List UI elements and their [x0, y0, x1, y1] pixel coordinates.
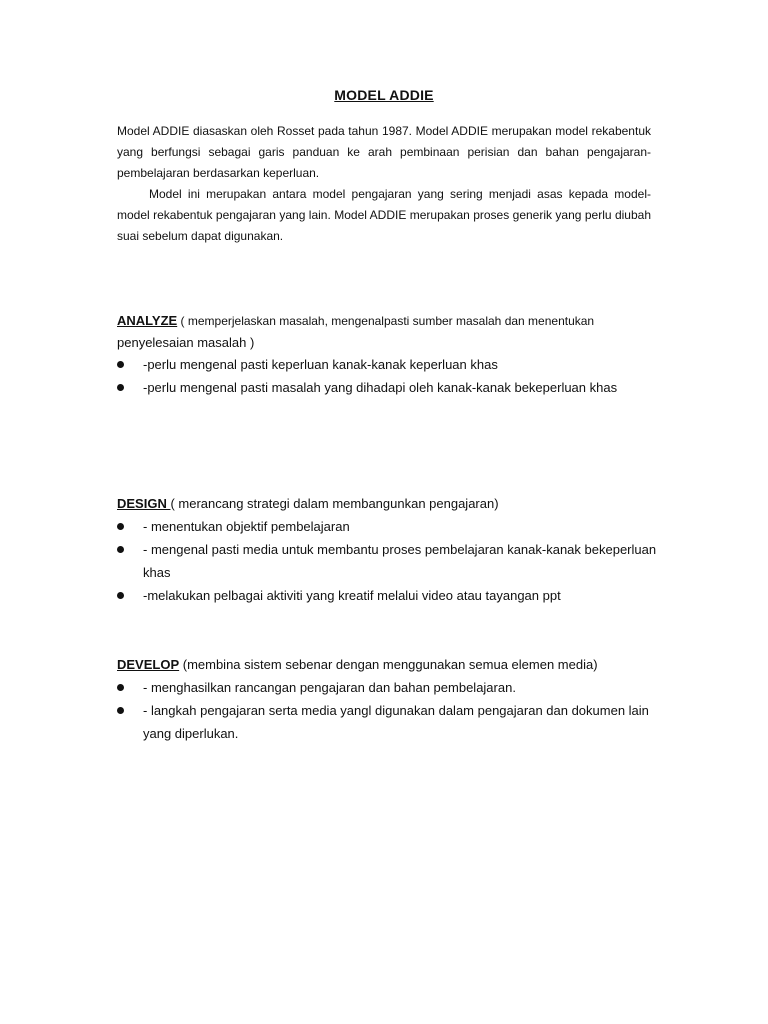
- section-design: [117, 493, 657, 607]
- list-item: [117, 676, 657, 699]
- section-analyze-heading: [117, 310, 657, 353]
- section-develop-list: [117, 676, 657, 745]
- list-item: [117, 538, 657, 584]
- bullet-icon: [117, 361, 124, 368]
- section-analyze: [117, 310, 657, 399]
- section-analyze-description-line2: penyelesaian masalah ): [117, 335, 255, 350]
- section-design-heading: [117, 493, 657, 515]
- bullet-icon: [117, 707, 124, 714]
- section-analyze-list: [117, 353, 657, 399]
- section-develop-label: DEVELOP: [117, 657, 180, 672]
- list-item: [117, 699, 657, 745]
- section-design-list: [117, 515, 657, 607]
- list-item: [117, 376, 657, 399]
- section-develop-heading: [117, 654, 657, 676]
- page-title: MODEL ADDIE: [334, 87, 434, 103]
- list-item-text: - langkah pengajaran serta media yangl digunakan dalam pengajaran dan dokumen lain yang diperlukan.: [143, 703, 649, 741]
- section-develop: [117, 654, 657, 745]
- bullet-icon: [117, 523, 124, 530]
- section-analyze-description-line1: ( memperjelaskan masalah, mengenalpasti sumber masalah dan menentukan: [177, 314, 595, 328]
- list-item-text: -perlu mengenal pasti masalah yang dihadapi oleh kanak-kanak bekeperluan khas: [143, 380, 618, 395]
- list-item: [117, 515, 657, 538]
- list-item-text: - mengenal pasti media untuk membantu proses pembelajaran kanak-kanak bekeperluan khas: [143, 542, 657, 580]
- bullet-icon: [117, 546, 124, 553]
- intro-paragraph-2: Model ini merupakan antara model pengajaran yang sering menjadi asas kepada model-model rekabentuk pengajaran yang lain. Model ADDIE merupakan proses generik yang perlu diubah suai sebelum dapat digunakan.: [117, 187, 651, 243]
- section-design-label: DESIGN: [117, 496, 171, 511]
- bullet-icon: [117, 684, 124, 691]
- list-item-text: - menentukan objektif pembelajaran: [143, 519, 350, 534]
- section-design-description: ( merancang strategi dalam membangunkan pengajaran): [170, 496, 499, 511]
- list-item: [117, 584, 657, 607]
- intro-paragraph-1: Model ADDIE diasaskan oleh Rosset pada tahun 1987. Model ADDIE merupakan model rekabentuk yang berfungsi sebagai garis panduan ke arah pembinaan perisian dan bahan pengajaran-pembelajaran berdasarkan keperluan.: [117, 124, 651, 180]
- list-item-text: -perlu mengenal pasti keperluan kanak-kanak keperluan khas: [143, 357, 498, 372]
- list-item: [117, 353, 657, 376]
- bullet-icon: [117, 384, 124, 391]
- section-analyze-label: ANALYZE: [117, 313, 178, 328]
- section-develop-description: (membina sistem sebenar dengan menggunakan semua elemen media): [179, 657, 598, 672]
- bullet-icon: [117, 592, 124, 599]
- intro-text: [117, 121, 651, 247]
- list-item-text: - menghasilkan rancangan pengajaran dan bahan pembelajaran.: [143, 680, 516, 695]
- list-item-text: -melakukan pelbagai aktiviti yang kreatif melalui video atau tayangan ppt: [143, 588, 561, 603]
